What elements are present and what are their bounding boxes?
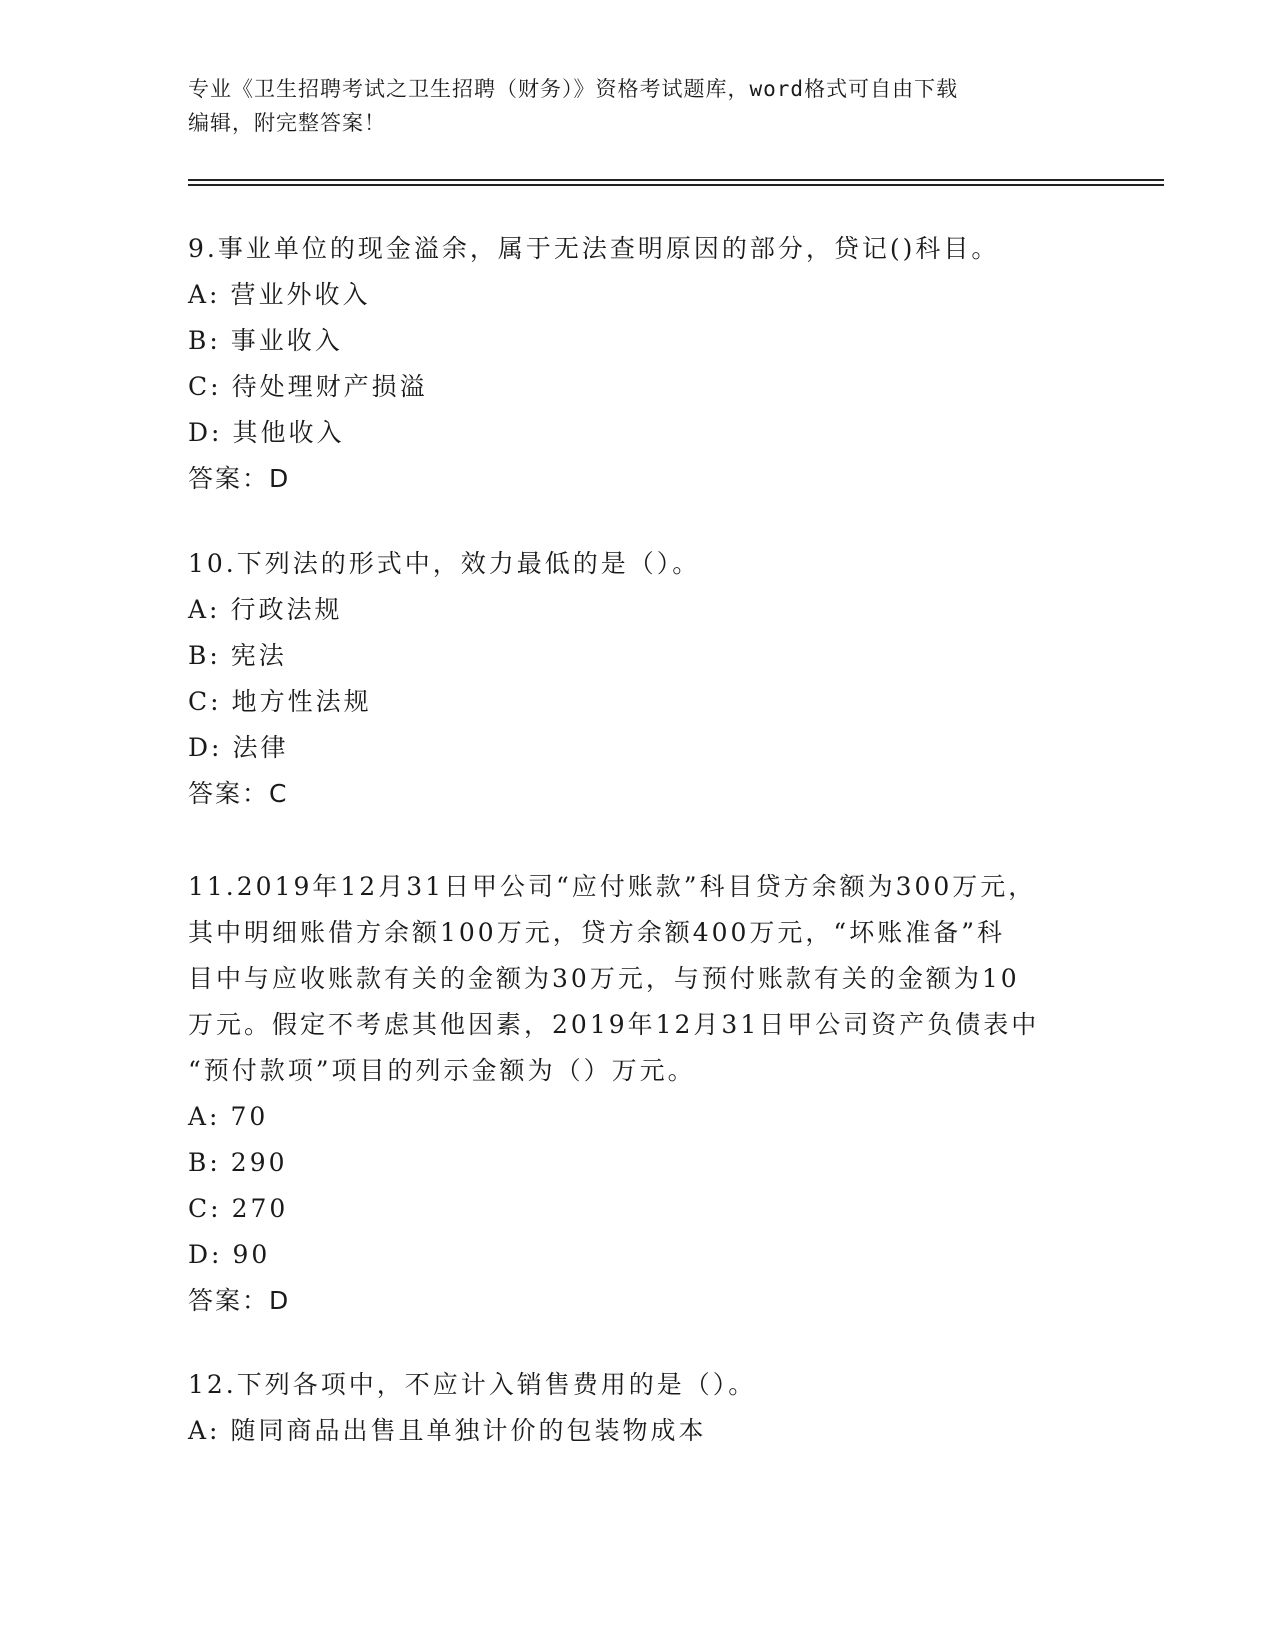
question-12 <box>188 1362 1088 1454</box>
header-divider-bottom <box>188 184 1164 186</box>
option-b: B: 290 <box>188 1148 288 1177</box>
answer-line: 答案：D <box>188 1286 291 1315</box>
header-line-2: 编辑，附完整答案！ <box>188 111 386 135</box>
option-a: A: 随同商品出售且单独计价的包装物成本 <box>188 1416 707 1445</box>
document-header <box>188 72 1068 140</box>
question-11 <box>188 864 1088 1324</box>
header-line-1: 专业《卫生招聘考试之卫生招聘（财务）》资格考试题库，word格式可自由下载 <box>188 77 959 101</box>
option-c: C: 地方性法规 <box>188 687 372 716</box>
answer-line: 答案：D <box>188 464 291 493</box>
question-9 <box>188 226 1088 502</box>
question-stem: 9.事业单位的现金溢余，属于无法查明原因的部分，贷记()科目。 <box>188 234 1000 263</box>
question-10 <box>188 541 1088 817</box>
option-b: B: 宪法 <box>188 641 287 670</box>
question-stem-line: 11.2019年12月31日甲公司“应付账款”科目贷方余额为300万元， <box>188 872 1037 901</box>
option-c: C: 待处理财产损溢 <box>188 372 428 401</box>
option-d: D: 法律 <box>188 733 289 762</box>
answer-line: 答案：C <box>188 779 289 808</box>
option-a: A: 70 <box>188 1102 269 1131</box>
question-stem-line: 目中与应收账款有关的金额为30万元，与预付账款有关的金额为10 <box>188 964 1020 993</box>
option-a: A: 行政法规 <box>188 595 343 624</box>
question-stem-line: “预付款项”项目的列示金额为（）万元。 <box>188 1056 696 1085</box>
question-stem-line: 万元。假定不考虑其他因素，2019年12月31日甲公司资产负债表中 <box>188 1010 1040 1039</box>
option-d: D: 其他收入 <box>188 418 345 447</box>
option-d: D: 90 <box>188 1240 271 1269</box>
question-stem: 10.下列法的形式中，效力最低的是（）。 <box>188 549 701 578</box>
option-a: A: 营业外收入 <box>188 280 371 309</box>
option-b: B: 事业收入 <box>188 326 343 355</box>
question-stem-line: 其中明细账借方余额100万元，贷方余额400万元，“坏账准备”科 <box>188 918 1005 947</box>
header-divider-top <box>188 179 1164 181</box>
option-c: C: 270 <box>188 1194 289 1223</box>
question-stem: 12.下列各项中，不应计入销售费用的是（）。 <box>188 1370 757 1399</box>
